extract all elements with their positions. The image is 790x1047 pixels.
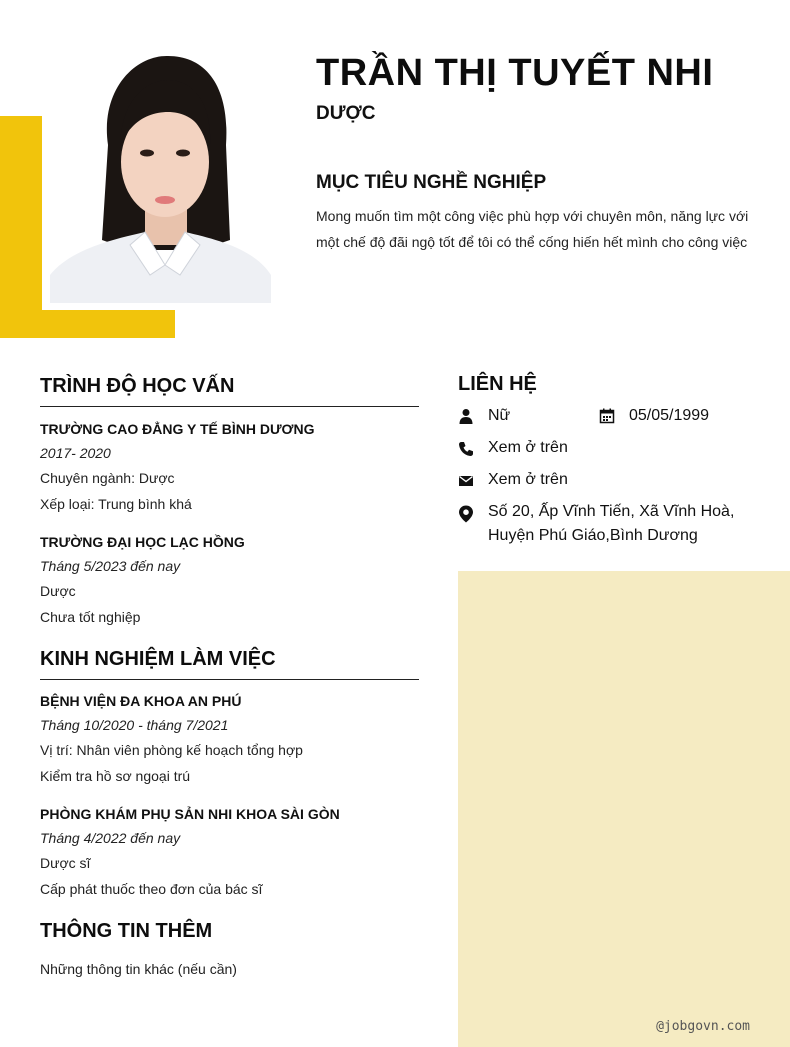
phone-icon <box>458 441 474 462</box>
experience-date: Tháng 4/2022 đến nay <box>40 830 181 846</box>
contact-address-line1: Số 20, Ấp Vĩnh Tiến, Xã Vĩnh Hoà, <box>488 503 735 520</box>
contact-gender: Nữ <box>488 407 511 424</box>
experience-detail: Cấp phát thuốc theo đơn của bác sĩ <box>40 881 263 897</box>
education-date: Tháng 5/2023 đến nay <box>40 558 181 574</box>
contact-birthday: 05/05/1999 <box>629 407 710 424</box>
additional-title: THÔNG TIN THÊM <box>40 920 213 942</box>
education-date: 2017- 2020 <box>40 445 111 461</box>
mail-icon <box>458 473 474 494</box>
experience-entry <box>40 806 419 822</box>
education-detail: Xếp loại: Trung bình khá <box>40 496 192 512</box>
experience-date: Tháng 10/2020 - tháng 7/2021 <box>40 717 229 733</box>
contact-heading: LIÊN HỆ <box>458 373 537 395</box>
profile-photo <box>50 50 271 303</box>
education-section <box>40 375 419 407</box>
company-name: PHÒNG KHÁM PHỤ SẢN NHI KHOA SÀI GÒN <box>40 806 340 822</box>
education-entry <box>40 421 419 437</box>
contact-address-line2: Huyện Phú Giáo,Bình Dương <box>488 527 698 544</box>
education-heading: TRÌNH ĐỘ HỌC VẤN <box>40 375 419 407</box>
experience-detail: Vị trí: Nhân viên phòng kế hoạch tổng hợp <box>40 742 303 758</box>
watermark: @jobgovn.com <box>656 1019 750 1034</box>
school-name: TRƯỜNG CAO ĐẲNG Y TẾ BÌNH DƯƠNG <box>40 421 315 437</box>
experience-section <box>40 648 419 680</box>
person-icon <box>458 408 474 429</box>
education-detail: Chưa tốt nghiệp <box>40 609 141 625</box>
education-detail: Dược <box>40 583 76 599</box>
additional-heading <box>40 920 419 943</box>
education-entry <box>40 534 419 550</box>
location-pin-icon <box>458 505 474 528</box>
objective-heading: MỤC TIÊU NGHỀ NGHIỆP <box>316 172 547 193</box>
calendar-icon <box>599 408 615 429</box>
additional-text: Những thông tin khác (nếu cần) <box>40 961 237 977</box>
experience-entry <box>40 693 419 709</box>
school-name: TRƯỜNG ĐẠI HỌC LẠC HỒNG <box>40 534 245 550</box>
education-detail: Chuyên ngành: Dược <box>40 470 175 486</box>
accent-bar-vertical <box>0 116 42 338</box>
contact-email: Xem ở trên <box>488 471 568 488</box>
experience-detail: Dược sĩ <box>40 855 91 871</box>
accent-bar-horizontal <box>0 310 175 338</box>
job-title: DƯỢC <box>316 103 376 124</box>
experience-heading: KINH NGHIỆM LÀM VIỆC <box>40 648 419 680</box>
side-panel <box>458 571 790 1047</box>
candidate-name: TRẦN THỊ TUYẾT NHI <box>316 52 714 94</box>
experience-detail: Kiểm tra hồ sơ ngoại trú <box>40 768 191 784</box>
objective-text: Mong muốn tìm một công việc phù hợp với chuyên môn, năng lực với một chế độ đãi ngộ tốt để tôi có thể cống hiến hết mình cho công việc <box>316 208 749 250</box>
company-name: BỆNH VIỆN ĐA KHOA AN PHÚ <box>40 693 242 709</box>
contact-phone: Xem ở trên <box>488 439 568 456</box>
